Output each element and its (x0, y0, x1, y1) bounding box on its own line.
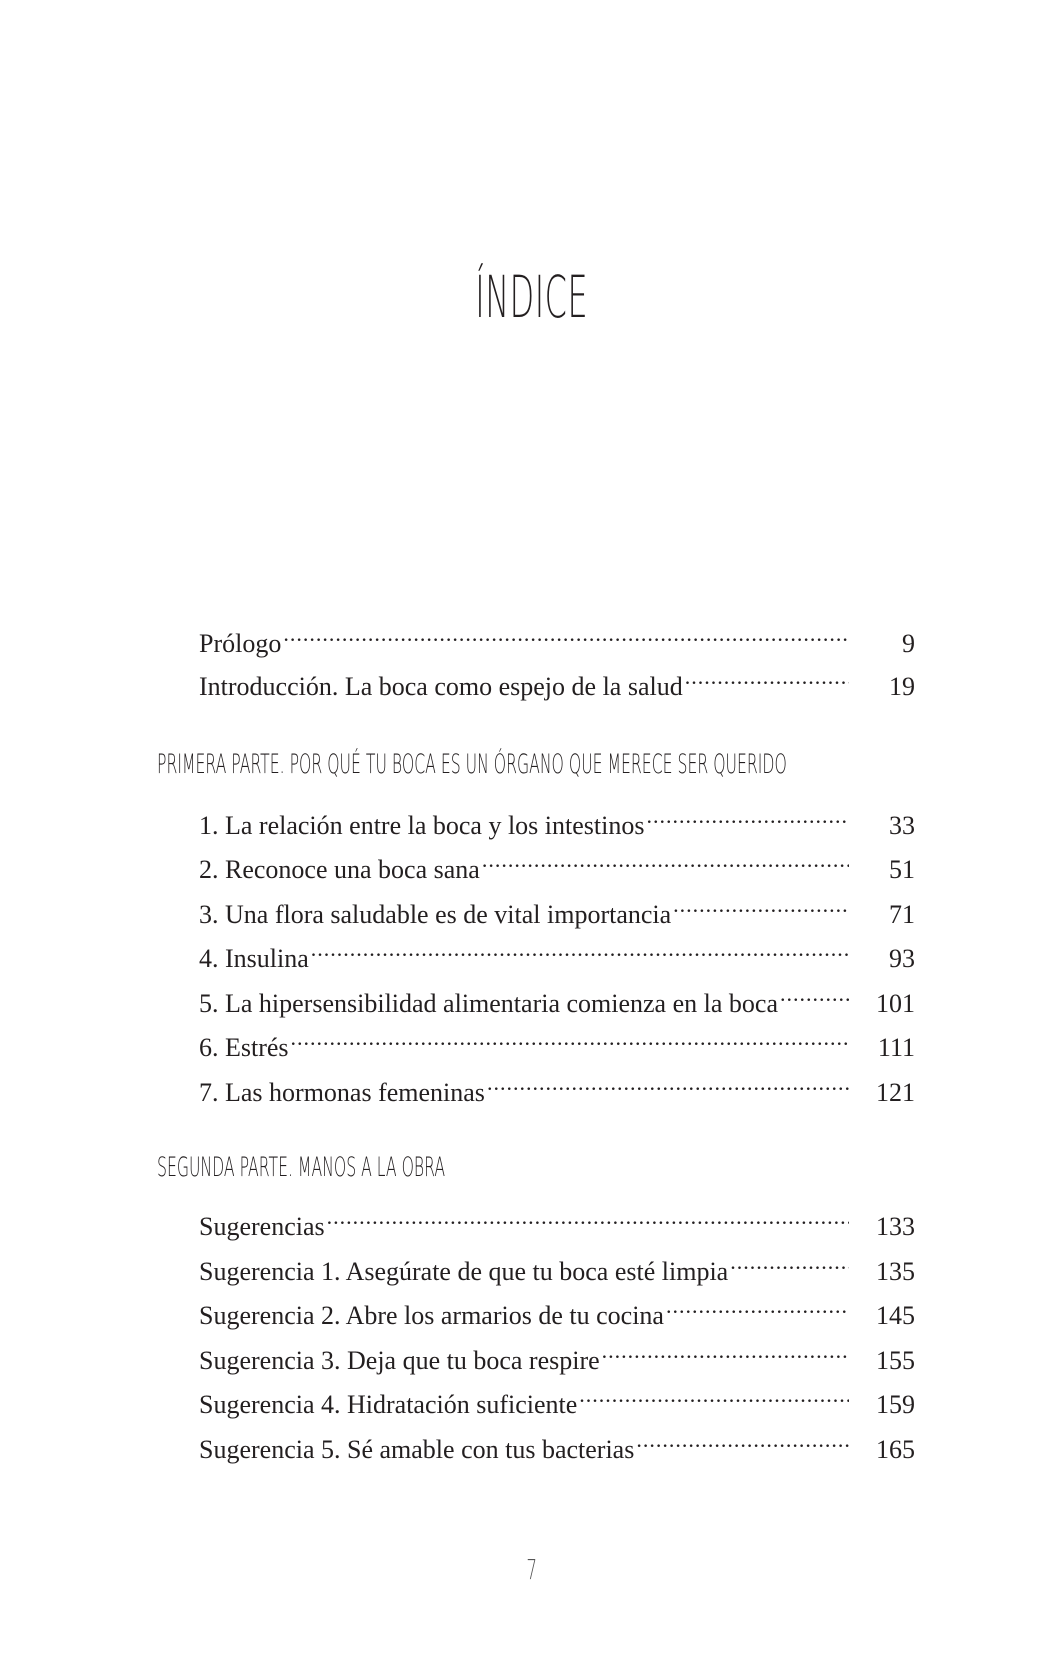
toc-entry[interactable] (199, 1199, 915, 1241)
toc-entry-title: 3. Una flora saludable es de vital importancia (199, 900, 672, 929)
toc-entry-title: Sugerencia 2. Abre los armarios de tu cocina (199, 1301, 664, 1330)
dot-leader (780, 976, 849, 1012)
toc-entry-title: Sugerencia 5. Sé amable con tus bacterias (199, 1435, 635, 1464)
toc-entry-title: 4. Insulina (199, 944, 309, 973)
toc-entry[interactable] (199, 931, 915, 973)
toc-entry[interactable] (199, 887, 915, 929)
toc-entry[interactable] (199, 1244, 915, 1286)
section-heading-part-two: SEGUNDA PARTE. MANOS A LA OBRA (157, 1152, 446, 1183)
toc-entry-title: 7. Las hormonas femeninas (199, 1078, 485, 1107)
dot-leader (730, 1244, 849, 1280)
section-heading-part-one: PRIMERA PARTE. POR QUÉ TU BOCA ES UN ÓRGANO QUE MERECE SER QUERIDO (157, 749, 787, 780)
toc-entry-page: 9 (902, 629, 915, 658)
toc-entry[interactable] (199, 798, 915, 840)
page-number: 7 (526, 1553, 538, 1586)
dot-leader (283, 616, 849, 652)
toc-entry[interactable] (199, 1288, 915, 1330)
toc-entry[interactable] (199, 1422, 915, 1464)
toc-entry-page: 135 (876, 1257, 915, 1286)
toc-entry[interactable] (199, 1065, 915, 1107)
dot-leader (602, 1333, 849, 1369)
toc-entry-page: 111 (877, 1033, 915, 1062)
toc-entry-page: 101 (876, 989, 915, 1018)
toc-entry-introduccion[interactable] (199, 659, 915, 701)
dot-leader (636, 1422, 849, 1458)
toc-entry-prologo[interactable] (199, 616, 915, 658)
dot-leader (482, 842, 849, 878)
toc-entry-page: 71 (889, 900, 915, 929)
toc-entry-page: 145 (876, 1301, 915, 1330)
dot-leader (646, 798, 849, 834)
toc-entry-page: 93 (889, 944, 915, 973)
dot-leader (487, 1065, 849, 1101)
dot-leader (666, 1288, 849, 1324)
toc-entry-title: Sugerencia 1. Asegúrate de que tu boca esté limpia (199, 1257, 729, 1286)
toc-entry-page: 121 (876, 1078, 915, 1107)
toc-entry-title: Sugerencia 3. Deja que tu boca respire (199, 1346, 600, 1375)
toc-entry-title: 5. La hipersensibilidad alimentaria comienza en la boca (199, 989, 778, 1018)
toc-entry-title: 6. Estrés (199, 1033, 289, 1062)
toc-entry-title: 2. Reconoce una boca sana (199, 855, 480, 884)
dot-leader (311, 931, 849, 967)
toc-entry-page: 133 (876, 1212, 915, 1241)
toc-entry[interactable] (199, 1333, 915, 1375)
toc-entry-title: Sugerencia 4. Hidratación suficiente (199, 1390, 578, 1419)
dot-leader (291, 1020, 849, 1056)
toc-entry-title: Sugerencias (199, 1212, 325, 1241)
page-title: ÍNDICE (475, 263, 589, 331)
toc-entry[interactable] (199, 1377, 915, 1419)
toc-entry-title: Introducción. La boca como espejo de la salud (199, 672, 683, 701)
toc-entry[interactable] (199, 976, 915, 1018)
toc-entry-title: 1. La relación entre la boca y los intestinos (199, 811, 645, 840)
toc-entry-page: 155 (876, 1346, 915, 1375)
dot-leader (579, 1377, 849, 1413)
dot-leader (327, 1199, 849, 1235)
toc-entry-page: 19 (889, 672, 915, 701)
toc-entry-title: Prólogo (199, 629, 282, 658)
dot-leader (685, 659, 849, 695)
toc-entry[interactable] (199, 842, 915, 884)
toc-entry-page: 33 (889, 811, 915, 840)
dot-leader (673, 887, 849, 923)
toc-entry-page: 51 (889, 855, 915, 884)
toc-entry-page: 165 (876, 1435, 915, 1464)
toc-entry-page: 159 (876, 1390, 915, 1419)
toc-entry[interactable] (199, 1020, 915, 1062)
